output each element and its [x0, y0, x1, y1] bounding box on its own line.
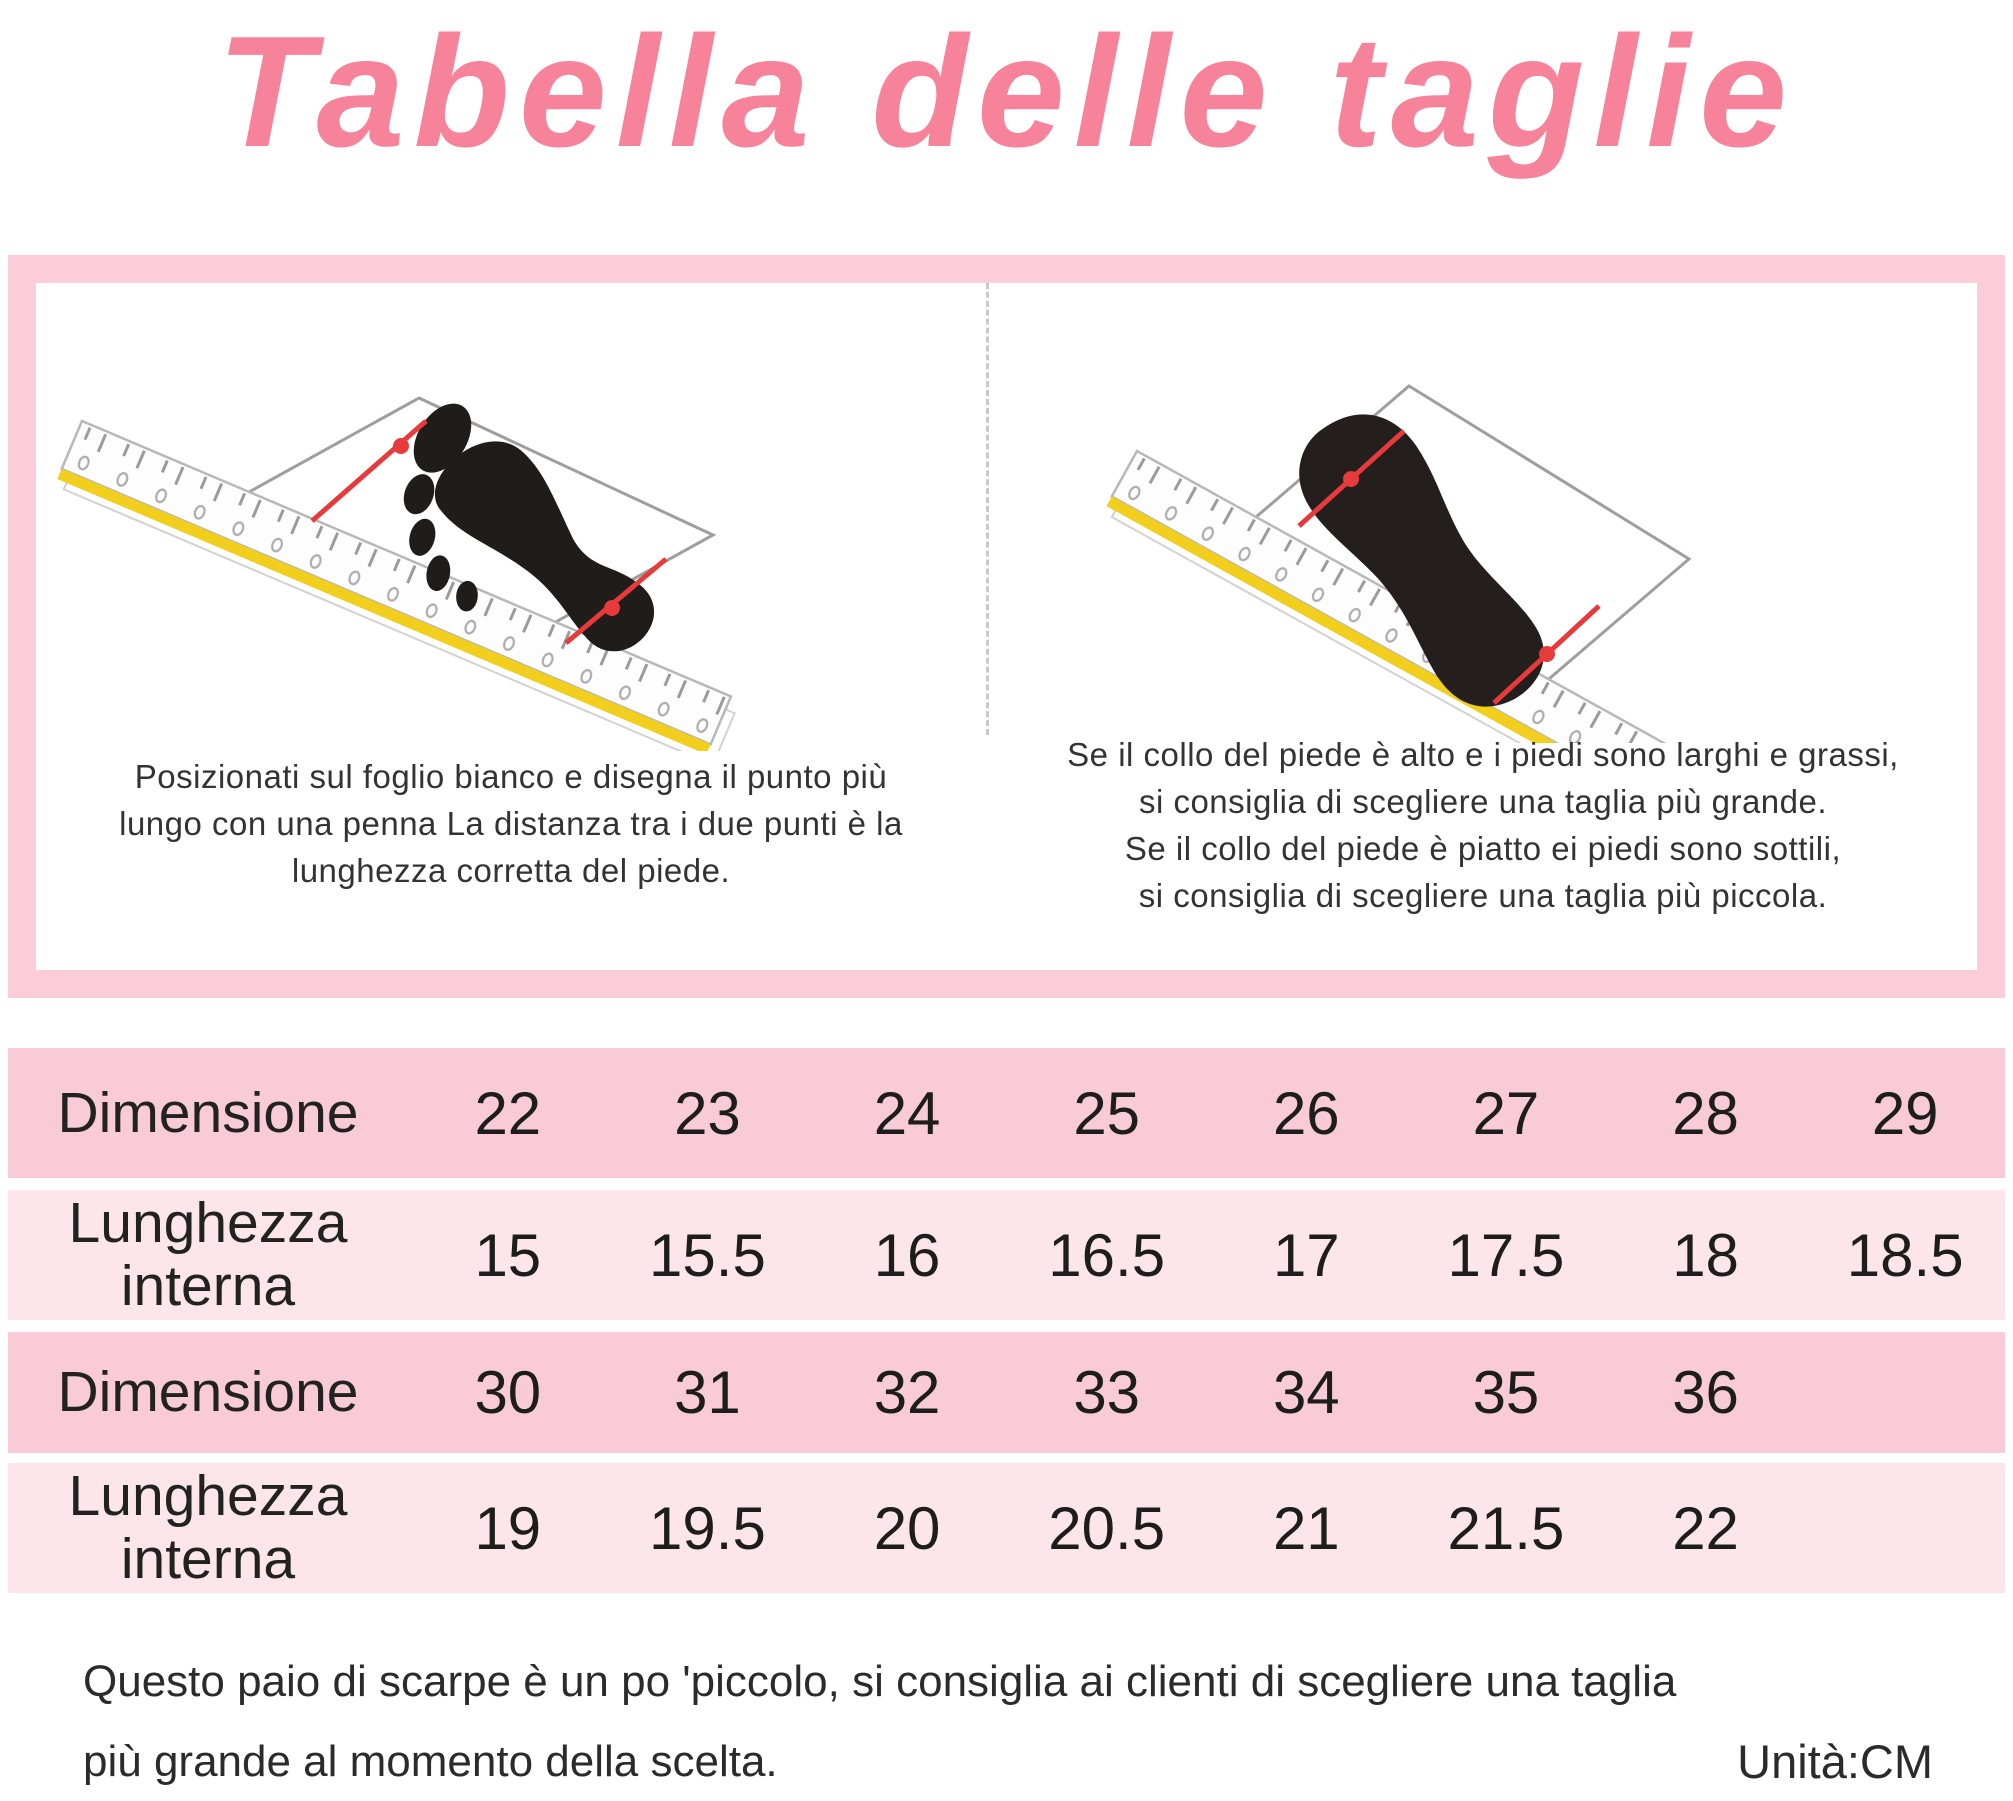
- table-row-size-2: [8, 1332, 2005, 1453]
- row-label-text: interna: [120, 1254, 296, 1318]
- right-caption-line: si consiglia di scegliere una taglia più piccola.: [1138, 877, 1828, 914]
- table-cell: 22: [474, 1079, 542, 1147]
- row-label-text: Dimensione: [57, 1080, 359, 1145]
- table-cell: 17: [1272, 1221, 1340, 1289]
- table-cell: 21.5: [1447, 1494, 1565, 1562]
- table-cell: 18: [1672, 1221, 1739, 1289]
- right-caption-line: si consiglia di scegliere una taglia più grande.: [1138, 783, 1828, 820]
- table-cell: 18.5: [1846, 1221, 1964, 1289]
- left-caption-line: lunghezza corretta del piede.: [291, 852, 731, 889]
- measuring-instructions-box: [8, 255, 2005, 998]
- table-row-length-1: [8, 1190, 2005, 1320]
- table-cell: 27: [1472, 1079, 1540, 1147]
- table-cell: 28: [1672, 1079, 1739, 1147]
- foot-measure-illustration: [36, 291, 986, 751]
- table-cell: 32: [873, 1359, 941, 1426]
- table-cell: 16.5: [1048, 1221, 1166, 1289]
- table-cell: 26: [1272, 1079, 1340, 1147]
- table-cell: 24: [873, 1079, 941, 1147]
- table-cell: 19: [474, 1494, 542, 1562]
- row-label: [8, 1465, 408, 1591]
- table-cell: 17.5: [1447, 1221, 1565, 1289]
- table-cell: 23: [674, 1079, 741, 1147]
- table-cell: 34: [1272, 1359, 1340, 1426]
- table-row-length-2: [8, 1463, 2005, 1593]
- panel-measure-sole: [989, 283, 1977, 970]
- measuring-box-inner: [36, 283, 1977, 970]
- table-cell: 36: [1672, 1359, 1739, 1426]
- footer-note-line2-wrap: [83, 1722, 1933, 1801]
- table-cell: 35: [1472, 1359, 1540, 1426]
- footer-note-line1: Questo paio di scarpe è un po 'piccolo, si consiglia ai clienti di scegliere una taglia: [83, 1657, 1677, 1706]
- table-cell: 30: [474, 1359, 542, 1426]
- table-cell: 19.5: [649, 1494, 766, 1562]
- sole-measure-illustration: [989, 291, 1977, 743]
- table-cell: 22: [1672, 1494, 1739, 1562]
- row-label-text: Dimensione: [57, 1360, 359, 1424]
- table-row-size-1: [8, 1048, 2005, 1178]
- table-cell: 31: [674, 1359, 741, 1426]
- table-cell: 25: [1073, 1079, 1141, 1147]
- table-cell: 15: [474, 1221, 542, 1289]
- table-cell: 29: [1871, 1079, 1939, 1147]
- row-label-text: Lunghezza: [68, 1191, 348, 1255]
- right-caption-line: Se il collo del piede è piatto ei piedi sono sottili,: [1124, 830, 1842, 867]
- table-cell: 20: [873, 1494, 941, 1562]
- footer-note: [83, 1642, 1933, 1801]
- row-label: [8, 1082, 408, 1145]
- table-cell: 20.5: [1048, 1494, 1166, 1562]
- row-label-text: interna: [120, 1527, 296, 1591]
- left-caption: [36, 753, 986, 894]
- table-cell: 16: [873, 1221, 941, 1289]
- table-cell: 21: [1272, 1494, 1340, 1562]
- unit-label: Unità:CM: [1737, 1735, 1933, 1788]
- row-label: [8, 1192, 408, 1318]
- row-label-text: Lunghezza: [68, 1464, 348, 1528]
- right-caption-line: Se il collo del piede è alto e i piedi sono larghi e grassi,: [1067, 736, 1899, 773]
- page-title: Tabella delle taglie: [216, 4, 1797, 180]
- footer-note-line2: più grande al momento della scelta.: [83, 1737, 778, 1786]
- table-cell: 15.5: [649, 1221, 766, 1289]
- table-cell: 33: [1073, 1359, 1141, 1426]
- row-label: [8, 1361, 408, 1424]
- right-caption: [989, 731, 1977, 919]
- left-caption-line: lungo con una penna La distanza tra i due punti è la: [119, 805, 903, 842]
- left-caption-line: Posizionati sul foglio bianco e disegna il punto più: [134, 758, 888, 795]
- panel-measure-foot: [36, 283, 986, 970]
